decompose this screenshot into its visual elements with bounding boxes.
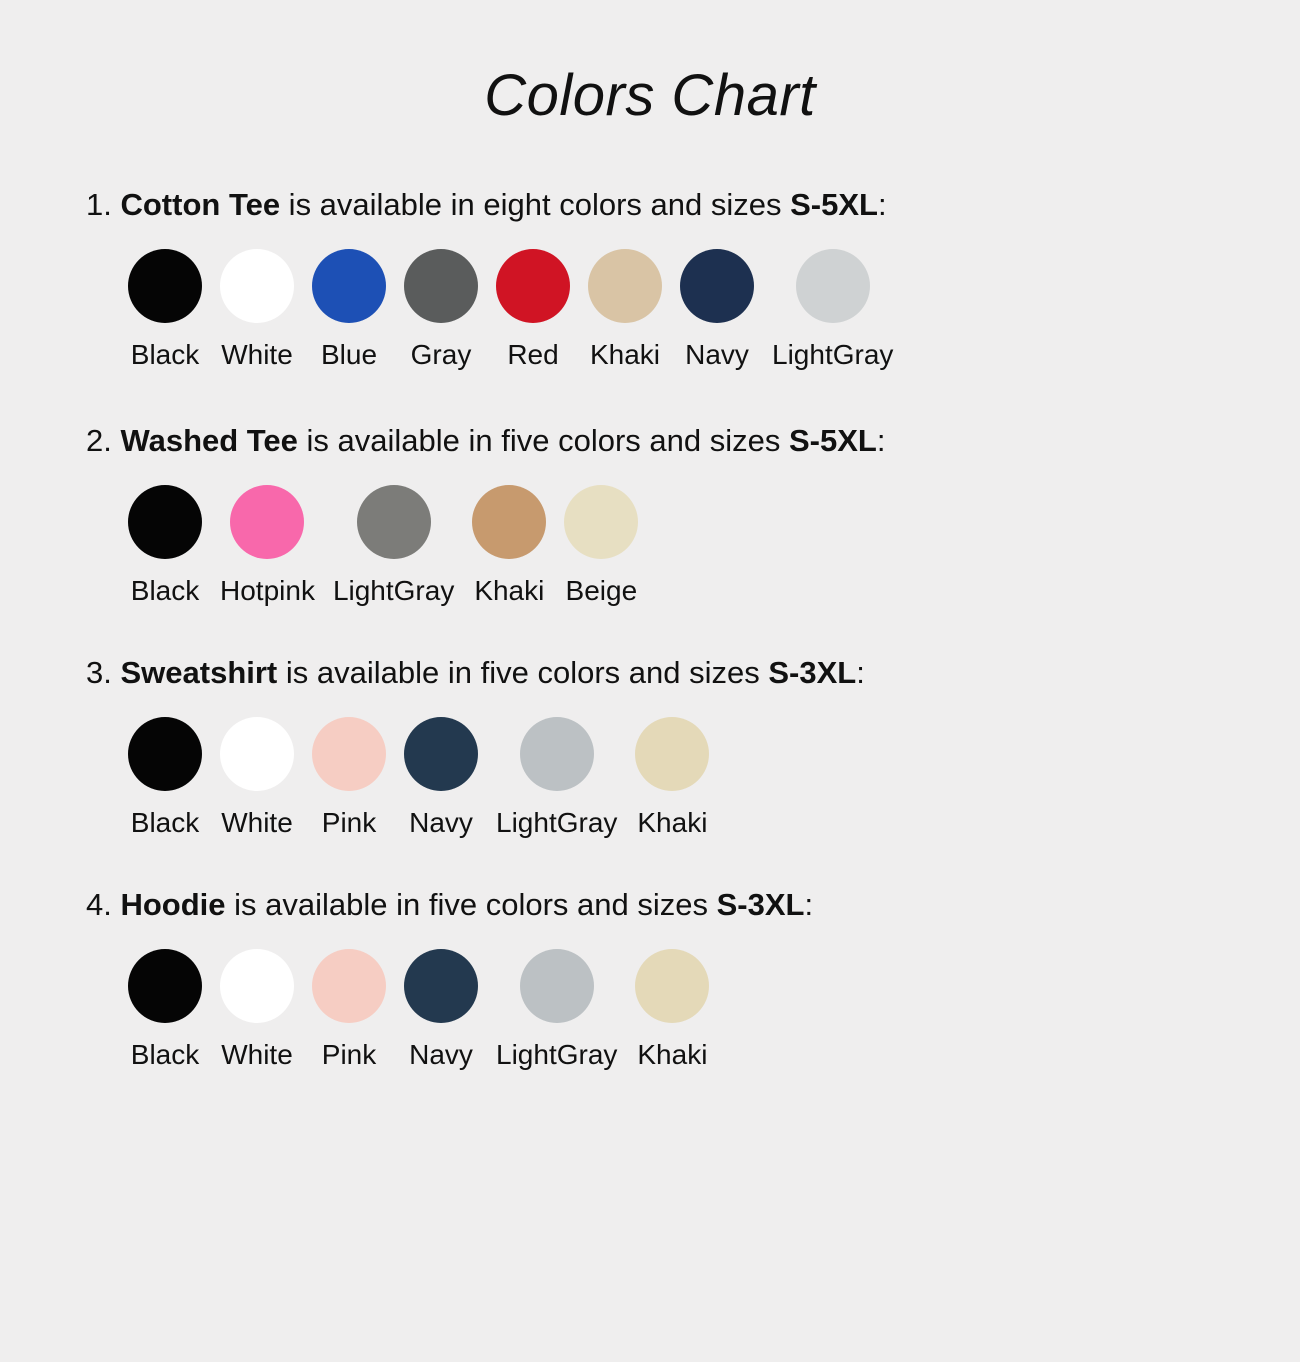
swatch-item[interactable]	[220, 717, 294, 839]
swatch-item[interactable]	[220, 485, 315, 607]
swatch-item[interactable]	[312, 249, 386, 371]
section-description: is available in eight colors and sizes	[280, 187, 791, 222]
color-dot-icon	[796, 249, 870, 323]
color-dot-icon	[520, 717, 594, 791]
swatch-item[interactable]	[128, 949, 202, 1071]
swatch-item[interactable]	[588, 249, 662, 371]
swatch-item[interactable]	[496, 949, 617, 1071]
section-index: 3.	[86, 655, 112, 690]
swatch-label: Hotpink	[220, 575, 315, 606]
section-washed-tee	[86, 423, 1240, 607]
section-heading	[86, 187, 1240, 223]
swatch-label: Black	[130, 575, 200, 606]
swatch-label: Black	[130, 807, 200, 838]
color-dot-icon	[680, 249, 754, 323]
swatch-item[interactable]	[128, 485, 202, 607]
section-description: is available in five colors and sizes	[225, 887, 717, 922]
swatch-label: Khaki	[637, 807, 708, 838]
color-dot-icon	[312, 249, 386, 323]
swatch-item[interactable]	[496, 717, 617, 839]
section-index: 2.	[86, 423, 112, 458]
section-index: 1.	[86, 187, 112, 222]
swatch-label: Navy	[685, 339, 749, 370]
product-name: Cotton Tee	[120, 187, 281, 222]
size-range: S-3XL	[768, 655, 857, 690]
swatch-label: White	[221, 1039, 293, 1070]
colors-chart-page	[0, 62, 1300, 1362]
section-description: is available in five colors and sizes	[297, 423, 789, 458]
product-name: Hoodie	[120, 887, 226, 922]
swatch-label: Navy	[409, 1039, 473, 1070]
swatch-label: Black	[130, 339, 200, 370]
swatch-label: Khaki	[637, 1039, 708, 1070]
color-dot-icon	[520, 949, 594, 1023]
color-dot-icon	[312, 717, 386, 791]
swatch-row	[128, 485, 1240, 607]
product-name: Sweatshirt	[120, 655, 278, 690]
swatch-label: Pink	[321, 807, 377, 838]
swatch-item[interactable]	[333, 485, 454, 607]
swatch-label: Khaki	[474, 575, 545, 606]
swatch-item[interactable]	[772, 249, 893, 371]
size-range: S-3XL	[716, 887, 805, 922]
color-dot-icon	[128, 485, 202, 559]
swatch-label: Beige	[565, 575, 638, 606]
color-dot-icon	[312, 949, 386, 1023]
color-dot-icon	[220, 949, 294, 1023]
color-dot-icon	[472, 485, 546, 559]
swatch-label: Gray	[410, 339, 472, 370]
color-dot-icon	[128, 717, 202, 791]
color-dot-icon	[564, 485, 638, 559]
section-colon: :	[856, 655, 865, 690]
swatch-item[interactable]	[404, 717, 478, 839]
swatch-label: Navy	[409, 807, 473, 838]
swatch-label: Pink	[321, 1039, 377, 1070]
swatch-label: Red	[507, 339, 559, 370]
section-description: is available in five colors and sizes	[277, 655, 769, 690]
size-range: S-5XL	[789, 423, 877, 458]
section-sweatshirt	[86, 655, 1240, 839]
color-dot-icon	[404, 249, 478, 323]
section-heading	[86, 887, 1240, 923]
color-dot-icon	[220, 249, 294, 323]
swatch-item[interactable]	[404, 249, 478, 371]
swatch-item[interactable]	[680, 249, 754, 371]
color-dot-icon	[230, 485, 304, 559]
section-colon: :	[804, 887, 814, 922]
swatch-label: Blue	[320, 339, 378, 370]
swatch-item[interactable]	[496, 249, 570, 371]
section-cotton-tee	[86, 187, 1240, 371]
swatch-label: Khaki	[589, 339, 661, 370]
color-dot-icon	[357, 485, 431, 559]
swatch-item[interactable]	[635, 949, 709, 1071]
page-title: Colors Chart	[484, 63, 816, 128]
color-dot-icon	[128, 249, 202, 323]
color-dot-icon	[404, 717, 478, 791]
swatch-item[interactable]	[404, 949, 478, 1071]
swatch-label: LightGray	[496, 807, 618, 838]
color-dot-icon	[128, 949, 202, 1023]
swatch-label: Black	[130, 1039, 200, 1070]
swatch-row	[128, 717, 1240, 839]
swatch-item[interactable]	[564, 485, 638, 607]
swatch-item[interactable]	[220, 249, 294, 371]
swatch-label: LightGray	[332, 575, 455, 606]
section-index: 4.	[86, 887, 112, 922]
swatch-row	[128, 249, 1240, 371]
swatch-item[interactable]	[128, 249, 202, 371]
section-colon: :	[876, 423, 886, 458]
size-range: S-5XL	[790, 187, 878, 222]
swatch-label: White	[221, 807, 293, 838]
swatch-row	[128, 949, 1240, 1071]
swatch-label: LightGray	[496, 1039, 618, 1070]
swatch-item[interactable]	[128, 717, 202, 839]
swatch-item[interactable]	[635, 717, 709, 839]
section-heading	[86, 655, 1240, 691]
swatch-item[interactable]	[312, 717, 386, 839]
swatch-item[interactable]	[472, 485, 546, 607]
section-heading	[86, 423, 1240, 459]
product-name: Washed Tee	[120, 423, 298, 458]
swatch-item[interactable]	[312, 949, 386, 1071]
section-colon: :	[877, 187, 887, 222]
swatch-label: LightGray	[772, 339, 894, 370]
color-dot-icon	[220, 717, 294, 791]
swatch-label: White	[221, 339, 293, 370]
color-dot-icon	[588, 249, 662, 323]
section-hoodie	[86, 887, 1240, 1071]
color-dot-icon	[635, 717, 709, 791]
color-dot-icon	[496, 249, 570, 323]
swatch-item[interactable]	[220, 949, 294, 1071]
color-dot-icon	[404, 949, 478, 1023]
color-dot-icon	[635, 949, 709, 1023]
